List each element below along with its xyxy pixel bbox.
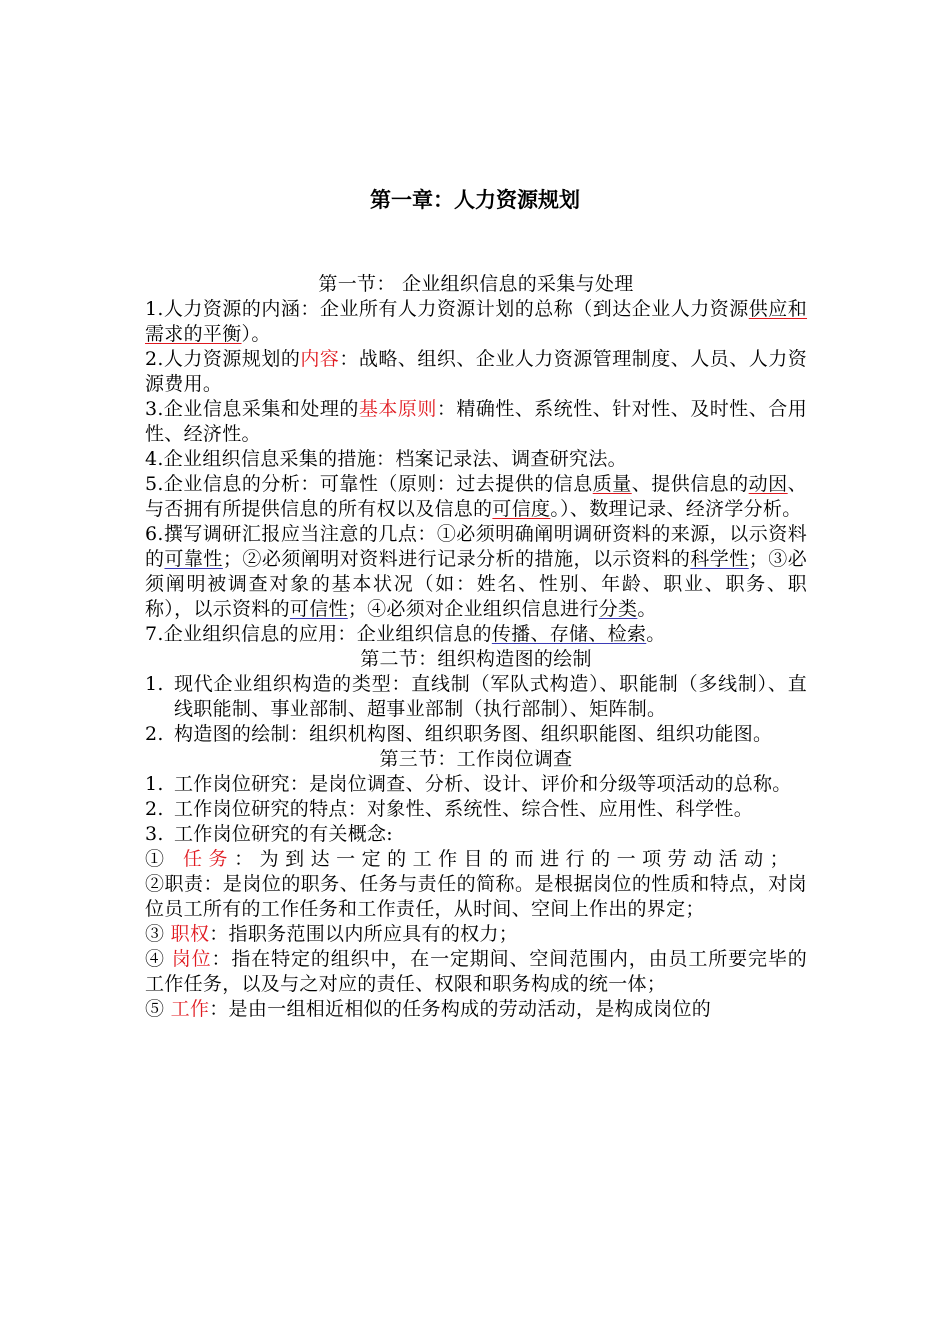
list-item: 2. 构造图的绘制：组织机构图、组织职务图、组织职能图、组织功能图。: [145, 723, 773, 745]
paragraph-5: 5.企业信息的分析：可靠性（原则：过去提供的信息质量、提供信息的动因、与否拥有所提供信息的所有权以及信息的可信度。）、数理记录、经济学分析。: [145, 473, 807, 520]
paragraph-7: 7.企业组织信息的应用：企业组织信息的传播、存储、检索。: [145, 623, 666, 645]
underlined-term: 质量: [592, 473, 632, 495]
underlined-term: 动因: [748, 473, 788, 495]
highlighted-term: 内容: [300, 348, 340, 370]
highlighted-term: 工作: [170, 998, 210, 1020]
document-body: [145, 272, 807, 1022]
paragraph-3: 3.企业信息采集和处理的基本原则：精确性、系统性、针对性、及时性、合用性、经济性。: [145, 398, 808, 445]
section-heading-1: 第一节： 企业组织信息的采集与处理: [318, 273, 634, 295]
concept-1: ① 任务：为到达一定的工作目的而进行的一项劳动活动；: [145, 848, 796, 870]
concept-3: ③ 职权：指职务范围以内所应具有的权力；: [145, 923, 519, 945]
underlined-term: 科学性: [690, 548, 749, 570]
underlined-term: 分类: [598, 598, 638, 620]
list-item: 2. 工作岗位研究的特点：对象性、系统性、综合性、应用性、科学性。: [145, 798, 754, 820]
section-heading-3: 第三节：工作岗位调查: [379, 748, 573, 770]
paragraph-2: 2.人力资源规划的内容：战略、组织、企业人力资源管理制度、人员、人力资源费用。: [145, 348, 807, 395]
list-item: 1. 现代企业组织构造的类型：直线制（军队式构造）、职能制（多线制）、直线职能制、事业部制、超事业部制（执行部制）、矩阵制。: [145, 673, 807, 720]
concept-2: ②职责：是岗位的职务、任务与责任的简称。是根据岗位的性质和特点，对岗位员工所有的工作任务和工作责任，从时间、空间上作出的界定；: [145, 873, 807, 920]
chapter-title: 第一章：人力资源规划: [370, 187, 580, 212]
underlined-term: 可信度: [492, 498, 551, 520]
highlighted-term: 基本原则: [358, 398, 437, 420]
highlighted-term: 岗位: [171, 948, 212, 970]
paragraph-6: 6.撰写调研汇报应当注意的几点：①必须明确阐明调研资料的来源，以示资料的可靠性；②必须阐明对资料进行记录分析的措施，以示资料的科学性；③必须阐明被调查对象的基本状况（如：姓名、性别、年龄、职业、职务、职称），以示资料的可信性；④必须对企业组织信息进行分类。: [145, 523, 808, 620]
concept-4: ④ 岗位：指在特定的组织中，在一定期间、空间范围内，由员工所要完毕的工作任务，以及与之对应的责任、权限和职务构成的统一体；: [145, 948, 807, 995]
underlined-term: 可信性: [289, 598, 348, 620]
underlined-term: 可靠性: [164, 548, 223, 570]
list-item: 1. 工作岗位研究：是岗位调查、分析、设计、评价和分级等项活动的总称。: [145, 773, 792, 795]
paragraph-1: 1.人力资源的内涵：企业所有人力资源计划的总称（到达企业人力资源供应和需求的平衡）。: [145, 298, 808, 345]
underlined-term: 传播、存储、检索: [491, 623, 647, 645]
highlighted-term: 职权: [170, 923, 210, 945]
paragraph-4: 4.企业组织信息采集的措施：档案记录法、调查研究法。: [145, 448, 627, 470]
highlighted-term: 任务: [183, 848, 235, 870]
concept-5: ⑤ 工作：是由一组相近相似的任务构成的劳动活动，是构成岗位的: [145, 998, 712, 1020]
list-item: 3. 工作岗位研究的有关概念:: [145, 823, 394, 845]
underlined-term: 供应和需求的平衡: [145, 298, 808, 345]
section-heading-2: 第二节：组织构造图的绘制: [360, 648, 592, 670]
